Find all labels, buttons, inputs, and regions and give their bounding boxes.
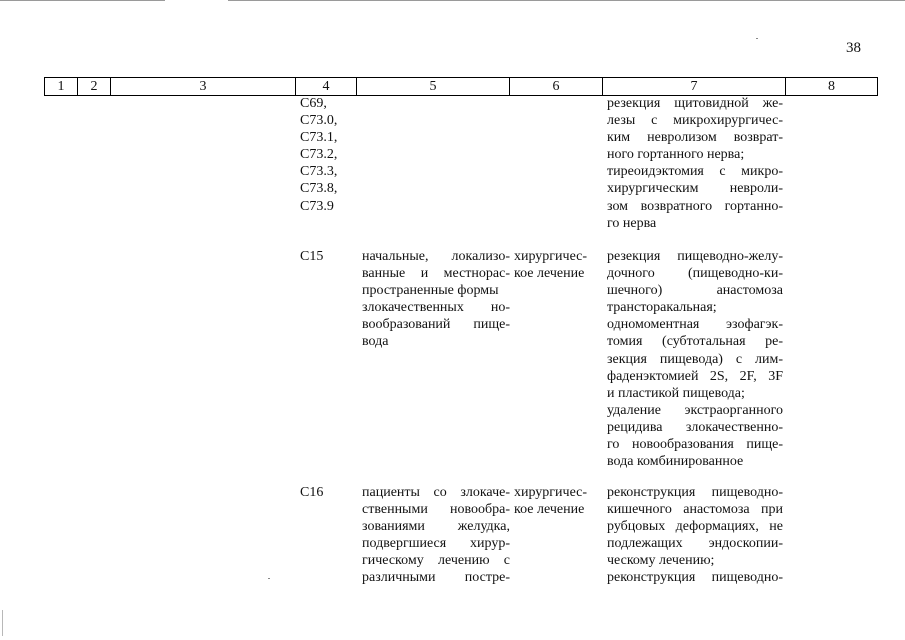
condition-line: пациенты со злокаче- — [362, 485, 510, 500]
column-number-5: 5 — [357, 78, 510, 96]
method-line: ческому лечению; — [607, 553, 715, 569]
code-line: С16 — [300, 485, 324, 500]
column-number-4: 4 — [296, 78, 357, 96]
column-number-3: 3 — [111, 78, 296, 96]
page-number: 38 — [846, 40, 861, 56]
scan-speck — [268, 578, 270, 579]
column-number-1: 1 — [45, 78, 78, 96]
condition-line: вода — [362, 334, 389, 350]
condition-line: гическому лечению с — [362, 553, 510, 569]
treatment-type-cell — [514, 484, 604, 518]
method-line: дочного (пищеводно-ки- — [607, 266, 783, 282]
method-line: реконструкция пищеводно- — [607, 485, 783, 500]
column-number-6: 6 — [510, 78, 603, 96]
treatment-method-cell — [607, 95, 783, 232]
scan-edge-line — [228, 0, 905, 1]
method-line: томия (субтотальная ре- — [607, 334, 783, 350]
method-line: шечного) анастомоза — [607, 283, 783, 299]
code-line: С73.8, — [300, 181, 338, 197]
treatment-type-cell — [514, 248, 604, 282]
diagnosis-code-cell — [300, 484, 360, 501]
condition-line: вообразований пище- — [362, 317, 510, 333]
treatment-line: кое лечение — [514, 502, 585, 518]
code-line: С69, — [300, 96, 327, 111]
code-line: С73.9 — [300, 198, 334, 214]
method-line: ким невролизом возврат- — [607, 130, 783, 146]
treatment-line: кое лечение — [514, 266, 585, 282]
method-line: го новообразования пище- — [607, 437, 783, 453]
method-line: рубцовых деформациях, не — [607, 519, 783, 535]
method-line: лезы с микрохирургичес- — [607, 113, 783, 129]
method-line: ного гортанного нерва; — [607, 147, 745, 163]
method-line: тиреоидэктомия с микро- — [607, 164, 783, 180]
condition-line: ственными новообра- — [362, 502, 510, 518]
condition-line: пространенные формы — [362, 283, 499, 299]
method-line: зом возвратного гортанно- — [607, 198, 783, 214]
method-line: зекция пищевода) с лим- — [607, 351, 783, 367]
scan-speck — [756, 38, 758, 39]
condition-line: злокачественных но- — [362, 300, 510, 316]
column-number-7: 7 — [603, 78, 786, 96]
method-line: фаденэктомией 2S, 2F, 3F — [607, 368, 783, 384]
condition-line: подвергшиеся хирур- — [362, 536, 510, 552]
method-line: рецидива злокачественно- — [607, 419, 783, 435]
treatment-line: хирургичес- — [514, 485, 588, 500]
condition-line: ванные и местнорас- — [362, 266, 510, 282]
code-line: С73.2, — [300, 147, 338, 163]
code-line: С73.3, — [300, 164, 338, 180]
condition-line: различными постре- — [362, 570, 510, 586]
method-line: резекция щитовидной же- — [607, 96, 783, 111]
condition-cell — [362, 248, 510, 351]
table-header-row — [44, 77, 878, 96]
treatment-method-cell — [607, 484, 783, 587]
column-number-2: 2 — [78, 78, 111, 96]
condition-line: начальные, локализо- — [362, 249, 510, 264]
diagnosis-code-cell — [300, 95, 360, 215]
treatment-method-cell — [607, 248, 783, 470]
diagnosis-code-cell — [300, 248, 360, 265]
treatment-line: хирургичес- — [514, 249, 588, 264]
condition-cell — [362, 484, 510, 587]
method-line: одномоментная эзофагэк- — [607, 317, 783, 333]
code-line: С15 — [300, 249, 324, 264]
condition-line: зованиями желудка, — [362, 519, 510, 535]
scan-edge-line — [0, 0, 165, 1]
method-line: хирургическим невроли- — [607, 181, 783, 197]
method-line: резекция пищеводно-желу- — [607, 249, 783, 264]
method-line: го нерва — [607, 215, 657, 231]
method-line: реконструкция пищеводно- — [607, 570, 783, 586]
method-line: и пластикой пищевода; — [607, 385, 745, 401]
method-line: вода комбинированное — [607, 454, 744, 470]
scan-edge-mark — [2, 610, 3, 636]
method-line: удаление экстраорганного — [607, 402, 783, 418]
column-number-8: 8 — [786, 78, 878, 96]
method-line: трансторакальная; — [607, 300, 717, 316]
method-line: кишечного анастомоза при — [607, 502, 783, 518]
method-line: подлежащих эндоскопии- — [607, 536, 783, 552]
code-line: С73.1, — [300, 130, 338, 146]
code-line: С73.0, — [300, 113, 338, 129]
